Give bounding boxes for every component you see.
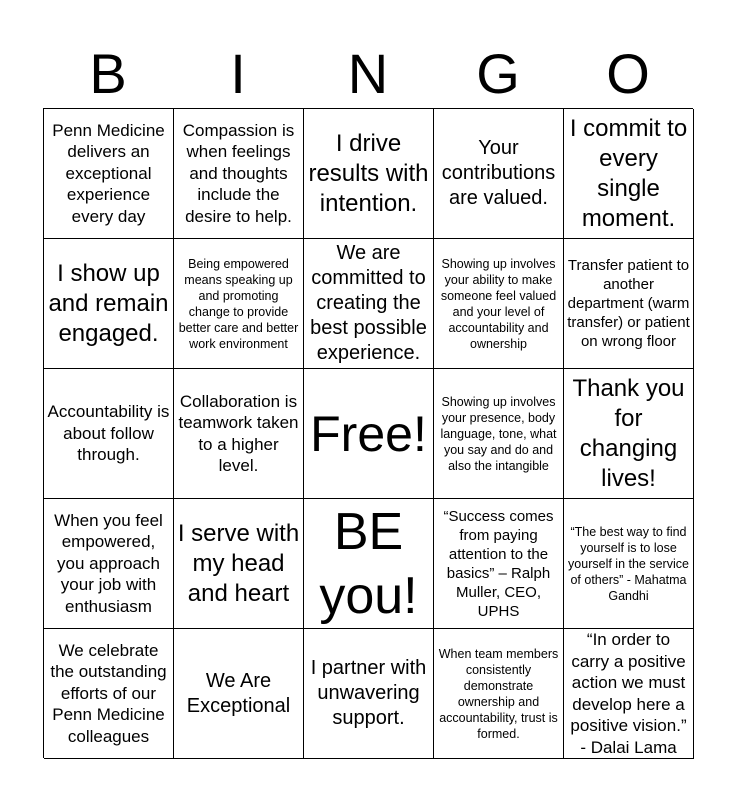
cell-text: Showing up involves your ability to make someone feel valued and your level of accountability and ownership [440,256,557,351]
bingo-cell-r4c3[interactable] [304,499,434,629]
header-letter-b: B [89,42,127,105]
cell-text: I show up and remain engaged. [48,259,169,347]
bingo-cell-r2c1[interactable] [44,239,174,369]
bingo-header [43,40,693,108]
cell-text: “Success comes from paying attention to the basics” – Ralph Muller, CEO, UPHS [443,507,554,620]
header-letter-n: N [347,42,389,105]
bingo-cell-r1c3[interactable] [304,109,434,239]
bingo-board [43,108,693,758]
cell-text: Accountability is about follow through. [47,402,170,465]
bingo-cell-r2c2[interactable] [174,239,304,369]
bingo-cell-r4c2[interactable] [174,499,304,629]
cell-text: Your contributions are valued. [441,137,556,209]
cell-text: We are committed to creating the best possible experience. [310,242,427,364]
cell-text: Compassion is when feelings and thoughts include the desire to help. [182,120,295,226]
cell-text: Showing up involves your presence, body language, tone, what you say and do and also the intangible [440,394,557,473]
bingo-cell-r1c1[interactable] [44,109,174,239]
cell-text: When you feel empowered, you approach your job with enthusiasm [54,510,163,616]
cell-text: Transfer patient to another department (warm transfer) or patient on wrong floor [567,257,690,350]
bingo-cell-r3c5[interactable] [564,369,694,499]
cell-text: I commit to every single moment. [569,114,688,232]
header-letter-i: I [230,42,246,105]
cell-text: Free! [310,405,427,462]
cell-text: BE you! [319,502,418,625]
bingo-cell-r3c4[interactable] [434,369,564,499]
bingo-cell-r5c5[interactable] [564,629,694,759]
cell-text: Collaboration is teamwork taken to a higher level. [178,391,299,475]
bingo-cell-r2c5[interactable] [564,239,694,369]
bingo-cell-r4c1[interactable] [44,499,174,629]
bingo-cell-r5c1[interactable] [44,629,174,759]
bingo-cell-r3c2[interactable] [174,369,304,499]
bingo-cell-r1c2[interactable] [174,109,304,239]
cell-text: We celebrate the outstanding efforts of our Penn Medicine colleagues [50,640,167,746]
bingo-cell-r1c4[interactable] [434,109,564,239]
bingo-cell-r5c4[interactable] [434,629,564,759]
cell-text: When team members consistently demonstrate ownership and accountability, trust is formed. [438,646,559,741]
bingo-cell-r3c1[interactable] [44,369,174,499]
cell-text: “In order to carry a positive action we must develop here a positive vision.” - Dalai Lama [570,630,687,757]
bingo-cell-free[interactable] [304,369,434,499]
bingo-cell-r2c3[interactable] [304,239,434,369]
bingo-cell-r4c4[interactable] [434,499,564,629]
bingo-cell-r5c3[interactable] [304,629,434,759]
cell-text: I drive results with intention. [308,129,429,217]
cell-text: Penn Medicine delivers an exceptional experience every day [52,120,165,226]
cell-text: Thank you for changing lives! [572,374,685,492]
cell-text: I serve with my head and heart [177,519,300,607]
cell-text: “The best way to find yourself is to lose yourself in the service of others” - Mahatma Gandhi [568,524,689,603]
header-letter-g: G [476,42,520,105]
bingo-cell-r5c2[interactable] [174,629,304,759]
bingo-cell-r1c5[interactable] [564,109,694,239]
header-letter-o: O [606,42,650,105]
bingo-cell-r2c4[interactable] [434,239,564,369]
cell-text: Being empowered means speaking up and promoting change to provide better care and better work environment [178,256,299,351]
cell-text: We Are Exceptional [186,669,291,717]
cell-text: I partner with unwavering support. [310,657,427,729]
bingo-cell-r4c5[interactable] [564,499,694,629]
